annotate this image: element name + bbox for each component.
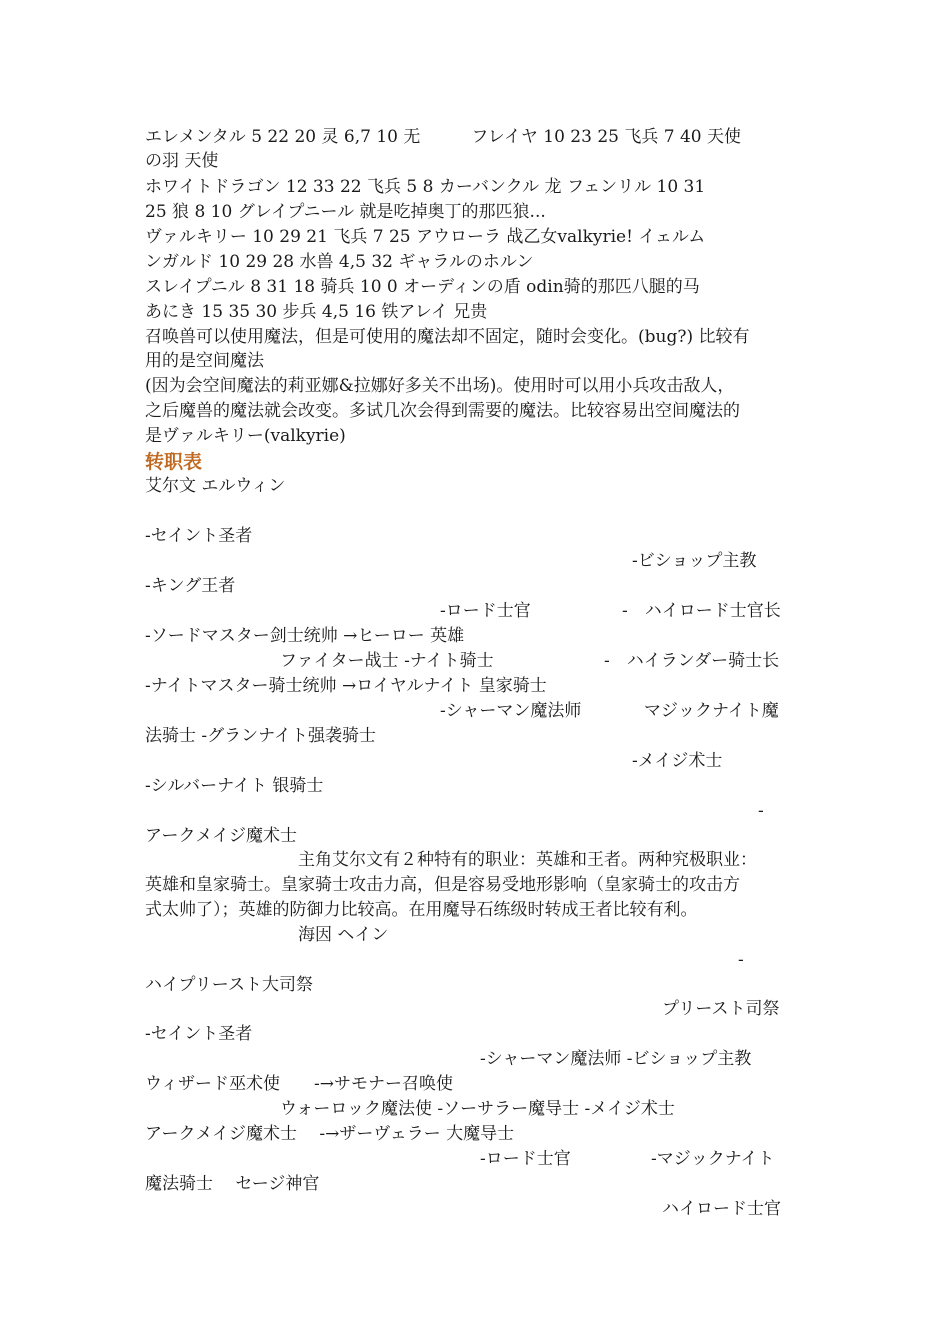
elwin-note-2: 英雄和皇家骑士。皇家骑士攻击力高，但是容易受地形影响（皇家骑士的攻击方	[145, 875, 740, 895]
class-change-heading: 转职表	[145, 451, 203, 473]
elwin-knight-master: -ナイトマスター骑士统帅 →ロイヤルナイト 皇家骑士	[145, 676, 547, 696]
elwin-highlander: - ハイランダー骑士长	[604, 651, 780, 671]
elwin-title: 艾尔文 エルウィン	[145, 476, 286, 496]
hein-dash: -	[738, 950, 744, 970]
summon-line-8: あにき 15 35 30 步兵 4,5 16 铁アレイ 兄贵	[145, 302, 488, 322]
elwin-shaman: -シャーマン魔法师	[440, 701, 582, 721]
summon-line-3: ホワイトドラゴン 12 33 22 飞兵 5 8 カーバンクル 龙 フェンリル 10 31	[145, 177, 706, 197]
summon-note-2: 用的是空间魔法	[145, 351, 264, 371]
hein-archmage-line: アークメイジ魔术士 -→ザーヴェラー 大魔导士	[145, 1124, 515, 1144]
elwin-magic-knight: マジックナイト魔	[644, 701, 779, 721]
hein-high-priest: ハイプリースト大司祭	[145, 975, 313, 995]
elwin-sword-master: -ソードマスター剑士统帅 →ヒーロー 英雄	[145, 626, 465, 646]
hein-shaman-bishop: -シャーマン魔法师 -ビショップ主教	[480, 1049, 752, 1069]
elwin-mage: -メイジ术士	[632, 751, 723, 771]
hein-high-lord: ハイロード士官	[662, 1199, 781, 1219]
elwin-note-1: 主角艾尔文有２种特有的职业：英雄和王者。两种究极职业：	[298, 850, 757, 870]
summon-note-3: (因为会空间魔法的莉亚娜&拉娜好多关不出场)。使用时可以用小兵攻击敌人，	[145, 376, 735, 396]
summon-note-5: 是ヴァルキリー(valkyrie)	[145, 426, 346, 446]
elwin-grand-knight: 法骑士 -グランナイト强袭骑士	[145, 726, 376, 746]
hein-warlock-line: ウォーロック魔法使 -ソーサラー魔导士 -メイジ术士	[280, 1099, 675, 1119]
hein-sage: 魔法骑士 セージ神官	[145, 1174, 320, 1194]
hein-magic-knight: -マジックナイト	[651, 1149, 775, 1169]
elwin-archmage: アークメイジ魔术士	[145, 826, 297, 846]
elwin-bishop: -ビショップ主教	[632, 551, 757, 571]
elwin-saint: -セイント圣者	[145, 526, 253, 546]
hein-saint: -セイント圣者	[145, 1024, 253, 1044]
summon-note-1: 召唤兽可以使用魔法，但是可使用的魔法却不固定，随时会变化。(bug?) 比较有	[145, 327, 750, 347]
elwin-dash: -	[758, 801, 764, 821]
summon-line-4: 25 狼 8 10 グレイプニール 就是吃掉奥丁的那匹狼...	[145, 202, 546, 222]
elwin-king: -キング王者	[145, 576, 236, 596]
elwin-fighter-knight: ファイター战士 -ナイト骑士	[280, 651, 494, 671]
hein-lord: -ロード士官	[480, 1149, 571, 1169]
hein-title: 海因 ヘイン	[298, 925, 389, 945]
summon-line-5: ヴァルキリー 10 29 21 飞兵 7 25 アウローラ 战乙女valkyrie! イェルム	[145, 227, 706, 247]
summon-note-4: 之后魔兽的魔法就会改变。多试几次会得到需要的魔法。比较容易出空间魔法的	[145, 401, 740, 421]
summon-line-1: エレメンタル 5 22 20 灵 6,7 10 无 フレイヤ 10 23 25 飞兵 7 40 天使	[145, 127, 742, 147]
elwin-silver-knight: -シルバーナイト 银骑士	[145, 776, 324, 796]
elwin-lord: -ロード士官	[440, 601, 531, 621]
summon-line-6: ンガルド 10 29 28 水兽 4,5 32 ギャラルのホルン	[145, 252, 534, 272]
hein-priest: プリースト司祭	[662, 999, 780, 1019]
hein-wizard-summoner: ウィザード巫术使 -→サモナー召唤使	[145, 1074, 453, 1094]
summon-line-2: の羽 天使	[145, 151, 219, 171]
summon-line-7: スレイプニル 8 31 18 骑兵 10 0 オーディンの盾 odin骑的那匹八腿的马	[145, 277, 700, 297]
elwin-note-3: 式太帅了）；英雄的防御力比较高。在用魔导石练级时转成王者比较有利。	[145, 900, 698, 920]
elwin-high-lord: - ハイロード士官长	[622, 601, 781, 621]
